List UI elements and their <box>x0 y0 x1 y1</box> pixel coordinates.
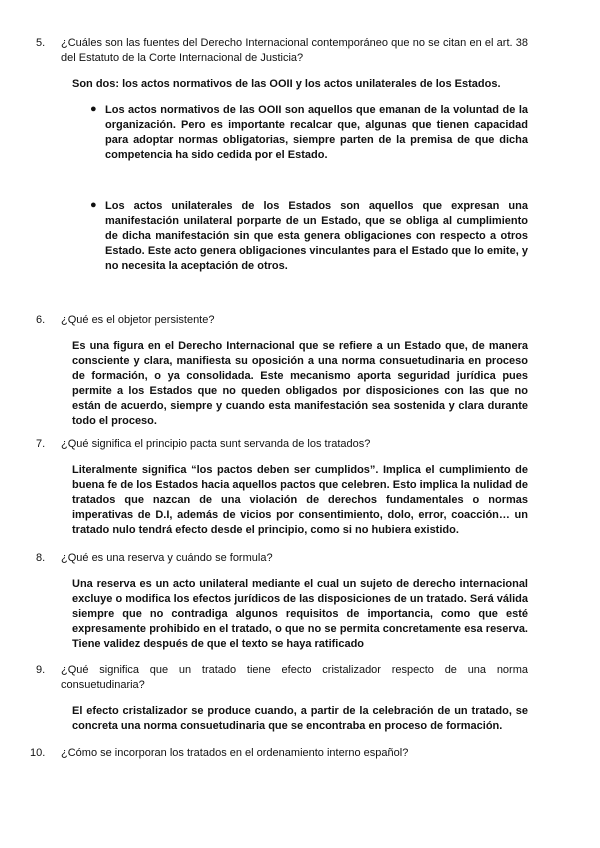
answer-text: Literalmente significa “los pactos deben ser cumplidos”. Implica el cumplimiento de buena fe de los Estados hacia aquellos pactos que celebren. Esto implica la nulidad de tratados que nazcan de una violación de derechos fundamentales o normas imperativas de D.I, además de vicios por consentimiento, dolo, error, coacción… un tratado nulo tendrá efecto desde el principio, como si no hubiera existido. <box>72 464 528 536</box>
question-text: ¿Cómo se incorporan los tratados en el ordenamiento interno español? <box>61 747 409 759</box>
question-number: 7. <box>36 438 46 450</box>
bullet-text: Los actos normativos de las OOII son aquellos que emanan de la voluntad de la organización. Pero es importante recalcar que, algunas que tienen capacidad para adoptar normas obligatorias, siempre parten de la premisa de que dicha competencia ha sido cedida por el Estado. <box>105 104 528 161</box>
question-number: 8. <box>36 552 46 564</box>
question-number: 9. <box>36 664 46 676</box>
bullet-icon: ● <box>90 199 97 211</box>
bullet-text: Los actos unilaterales de los Estados son aquellos que expresan una manifestación unilateral porparte de un Estado, que se obliga al cumplimiento de dicha manifestación sin que esta genera obligaciones con respecto a otros Estado. Este acto genera obligaciones vinculantes para el Estado que lo emite, y no necesita la aceptación de otros. <box>105 200 528 272</box>
question-number: 6. <box>36 314 46 326</box>
answer-text: El efecto cristalizador se produce cuando, a partir de la celebración de un tratado, se concreta una norma consuetudinaria que se encontraba en proceso de formación. <box>72 705 528 732</box>
question-number: 10. <box>30 747 46 759</box>
question-text: ¿Qué es el objetor persistente? <box>61 314 215 326</box>
bullet-icon: ● <box>90 103 97 115</box>
question-text: ¿Qué es una reserva y cuándo se formula? <box>61 552 273 564</box>
answer-text: Es una figura en el Derecho Internacional que se refiere a un Estado que, de manera consciente y clara, manifiesta su oposición a una norma consuetudinaria en proceso de formación, o ya consolidada. Este mecanismo aporta seguridad jurídica pues permite a los Estados que no queden obligados por disposiciones con las que no están de acuerdo, siempre y cuando esta manifestación sea sostenida y clara durante todo el proceso. <box>72 340 528 427</box>
question-text: ¿Cuáles son las fuentes del Derecho Internacional contemporáneo que no se citan en el art. 38 del Estatuto de la Corte Internacional de Justicia? <box>61 37 528 64</box>
answer-text: Una reserva es un acto unilateral mediante el cual un sujeto de derecho internacional excluye o modifica los efectos jurídicos de las disposiciones de un tratado. Será válida siempre que no contradiga algunos requisitos de importancia, como que esté expresamente prohibido en el tratado, o que no se permita concretamente esa reserva. Tiene validez después de que el texto se haya ratificado <box>72 578 528 650</box>
question-number: 5. <box>36 37 46 49</box>
question-text: ¿Qué significa el principio pacta sunt servanda de los tratados? <box>61 438 371 450</box>
question-text: ¿Qué significa que un tratado tiene efecto cristalizador respecto de una norma consuetudinaria? <box>61 664 528 691</box>
answer-text: Son dos: los actos normativos de las OOII y los actos unilaterales de los Estados. <box>72 78 501 90</box>
